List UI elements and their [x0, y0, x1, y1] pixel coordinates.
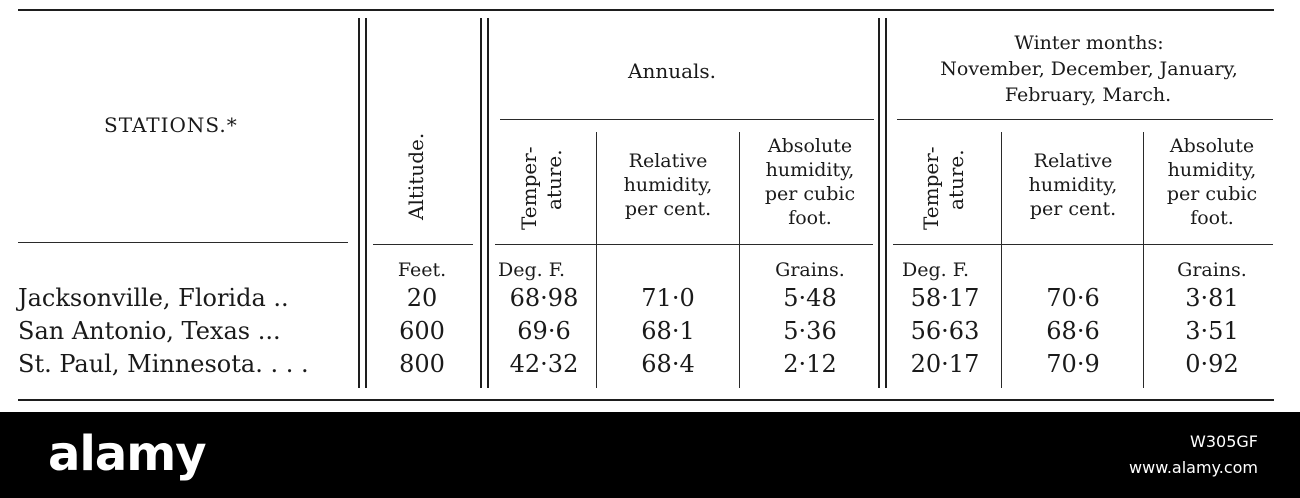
rule-header-stations — [18, 242, 348, 243]
double-rule-annuals-left-b — [487, 18, 489, 388]
header-win-ah-line3: per cubic — [1166, 183, 1258, 205]
rule-win-temp-rh — [1001, 132, 1002, 388]
header-win-temp-line1: Temper- — [919, 146, 943, 230]
rule-header-altitude — [373, 244, 473, 245]
row-3-altitude: 800 — [399, 350, 445, 378]
row-3-win-temp: 20·17 — [910, 350, 980, 378]
unit-ann-ah: Grains. — [775, 259, 845, 281]
watermark-banner — [0, 412, 1300, 498]
rule-win-rh-ah — [1143, 132, 1144, 388]
row-1-ann-temp: 68·98 — [509, 284, 579, 312]
header-win-ah-line1: Absolute — [1169, 135, 1255, 157]
row-3-ann-rh: 68·4 — [641, 350, 695, 378]
row-2-station: San Antonio, Texas ... — [18, 317, 281, 345]
image-id: W305GF — [1190, 432, 1258, 451]
header-ann-ah-line2: humidity, — [765, 159, 855, 181]
header-ann-rh-line2: humidity, — [623, 174, 713, 196]
rule-annuals-under — [500, 119, 874, 120]
header-ann-ah-line3: per cubic — [764, 183, 856, 205]
rule-ann-rh-ah — [739, 132, 740, 388]
rule-header-annuals — [495, 244, 873, 245]
double-rule-altitude-left-a — [358, 18, 360, 388]
row-2-win-temp: 56·63 — [910, 317, 980, 345]
row-1-station: Jacksonville, Florida .. — [18, 284, 289, 312]
row-2-win-ah: 3·51 — [1185, 317, 1239, 345]
row-2-ann-ah: 5·36 — [783, 317, 837, 345]
row-3-win-ah: 0·92 — [1185, 350, 1239, 378]
row-1-win-rh: 70·6 — [1046, 284, 1100, 312]
header-win-temp-line2: ature. — [944, 149, 968, 210]
header-winter-line3: February, March. — [1004, 84, 1172, 106]
site-url: www.alamy.com — [1129, 458, 1258, 477]
header-win-rh-line3: per cent. — [1029, 198, 1117, 220]
header-win-ah-line2: humidity, — [1167, 159, 1257, 181]
row-3-win-rh: 70·9 — [1046, 350, 1100, 378]
header-ann-rh-line3: per cent. — [624, 198, 712, 220]
row-2-ann-temp: 69·6 — [517, 317, 571, 345]
header-altitude: Altitude. — [404, 132, 428, 220]
header-win-rh-line1: Relative — [1033, 150, 1113, 172]
bottom-rule — [18, 399, 1274, 401]
double-rule-altitude-left-b — [365, 18, 367, 388]
header-stations: STATIONS.* — [104, 113, 238, 137]
row-1-win-temp: 58·17 — [910, 284, 980, 312]
unit-ann-temp: Deg. F. — [498, 259, 565, 281]
header-win-ah-line4: foot. — [1190, 207, 1234, 229]
header-ann-temp-line2: ature. — [542, 149, 566, 210]
header-winter-line2: November, December, January, — [940, 58, 1238, 80]
row-2-altitude: 600 — [399, 317, 445, 345]
double-rule-winter-left-b — [885, 18, 887, 388]
alamy-logo: alamy — [48, 426, 206, 482]
row-1-ann-rh: 71·0 — [641, 284, 695, 312]
unit-altitude: Feet. — [397, 259, 447, 281]
rule-winter-under — [897, 119, 1273, 120]
row-1-win-ah: 3·81 — [1185, 284, 1239, 312]
unit-win-ah: Grains. — [1177, 259, 1247, 281]
row-3-ann-temp: 42·32 — [509, 350, 579, 378]
header-winter-line1: Winter months: — [1014, 32, 1164, 54]
row-2-ann-rh: 68·1 — [641, 317, 695, 345]
double-rule-annuals-left-a — [480, 18, 482, 388]
rule-ann-temp-rh — [596, 132, 597, 388]
header-ann-temp-line1: Temper- — [517, 146, 541, 230]
row-1-altitude: 20 — [406, 284, 438, 312]
row-3-ann-ah: 2·12 — [783, 350, 837, 378]
row-3-station: St. Paul, Minnesota. . . . — [18, 350, 309, 378]
rule-header-winter — [893, 244, 1273, 245]
header-annuals: Annuals. — [628, 59, 717, 83]
row-2-win-rh: 68·6 — [1046, 317, 1100, 345]
header-ann-ah-line1: Absolute — [767, 135, 853, 157]
header-ann-rh-line1: Relative — [628, 150, 708, 172]
top-rule — [18, 9, 1274, 11]
row-1-ann-ah: 5·48 — [783, 284, 837, 312]
unit-win-temp: Deg. F. — [902, 259, 969, 281]
header-ann-ah-line4: foot. — [788, 207, 832, 229]
header-win-rh-line2: humidity, — [1028, 174, 1118, 196]
